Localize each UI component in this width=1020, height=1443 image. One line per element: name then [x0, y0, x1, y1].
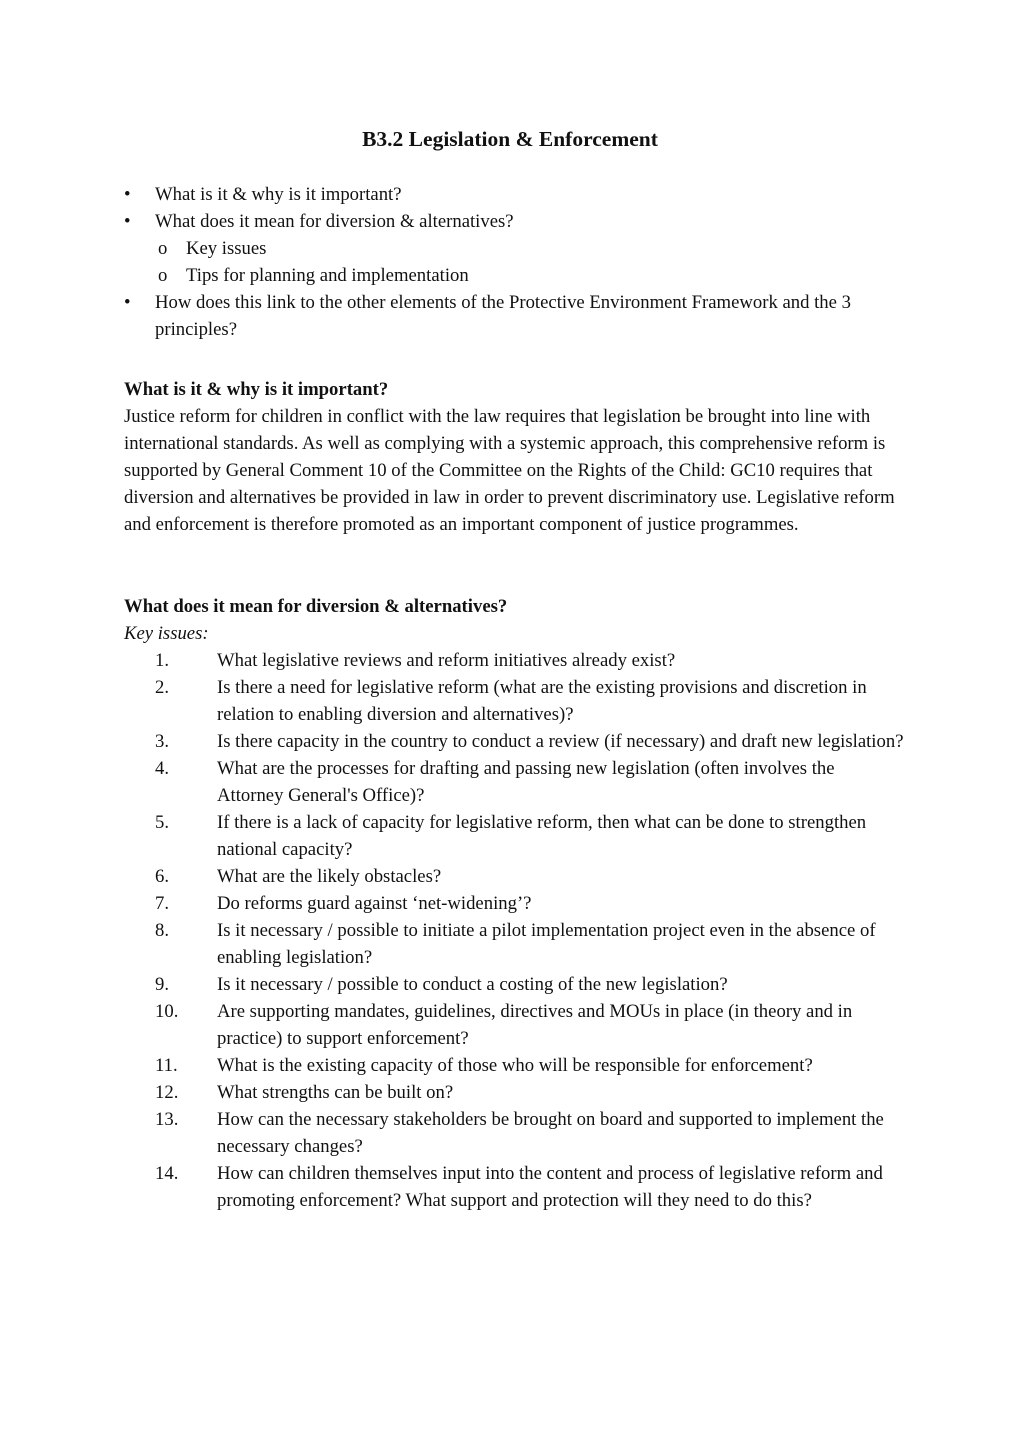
bullet-marker: •: [124, 184, 131, 205]
section-diversion: [124, 593, 904, 1214]
list-number: 6.: [155, 866, 170, 887]
list-item: [124, 728, 904, 755]
list-item: [124, 998, 904, 1052]
list-number: 2.: [155, 677, 170, 698]
list-number: 5.: [155, 812, 170, 833]
list-number: 3.: [155, 731, 170, 752]
outline-item-text: What does it mean for diversion & alternatives?: [155, 211, 514, 232]
outline-item: [124, 289, 904, 343]
page-title: B3.2 Legislation & Enforcement: [362, 127, 658, 151]
section-importance: [124, 376, 904, 538]
list-item-text: How can the necessary stakeholders be brought on board and supported to implement the necessary changes?: [217, 1109, 884, 1157]
outline-subitem: [124, 235, 904, 262]
list-item-text: If there is a lack of capacity for legislative reform, then what can be done to strengthen national capacity?: [217, 812, 867, 860]
list-item-text: What is the existing capacity of those who will be responsible for enforcement?: [217, 1055, 813, 1076]
section-paragraph: Justice reform for children in conflict with the law requires that legislation be brought into line with international standards. As well as complying with a systemic approach, this comprehensive reform is supported by General Comment 10 of the Committee on the Rights of the Child: GC10 requires that diversion and alternatives be provided in law in order to prevent discriminatory use. Legislative reform and enforcement is therefore promoted as an important component of justice programmes.: [124, 406, 895, 535]
bullet-marker: •: [124, 292, 131, 313]
list-item: [124, 647, 904, 674]
list-item: [124, 971, 904, 998]
list-number: 4.: [155, 758, 170, 779]
list-number: 7.: [155, 893, 170, 914]
outline-item-text: How does this link to the other elements of the Protective Environment Framework and the 3 principles?: [155, 292, 851, 340]
list-number: 8.: [155, 920, 170, 941]
list-item: [124, 755, 904, 809]
section-subheading: Key issues:: [124, 623, 209, 644]
list-item-text: What strengths can be built on?: [217, 1082, 454, 1103]
list-item: [124, 1106, 904, 1160]
key-issues-list: [124, 647, 904, 1214]
list-item: [124, 1079, 904, 1106]
list-item-text: Is there capacity in the country to conduct a review (if necessary) and draft new legislation?: [217, 731, 904, 752]
list-item-text: How can children themselves input into the content and process of legislative reform and promoting enforcement? What support and protection will they need to do this?: [217, 1163, 883, 1211]
outline-list: [124, 181, 904, 343]
bullet-marker: •: [124, 211, 131, 232]
list-number: 13.: [155, 1109, 179, 1130]
list-item: [124, 1160, 904, 1214]
list-number: 12.: [155, 1082, 179, 1103]
list-item-text: What are the likely obstacles?: [217, 866, 442, 887]
list-number: 11.: [155, 1055, 178, 1076]
outline-subitem: [124, 262, 904, 289]
list-item-text: Is it necessary / possible to conduct a costing of the new legislation?: [217, 974, 728, 995]
outline-item: [124, 208, 904, 235]
list-item: [124, 917, 904, 971]
section-heading: What does it mean for diversion & alternatives?: [124, 596, 508, 617]
list-number: 9.: [155, 974, 170, 995]
list-item-text: Are supporting mandates, guidelines, directives and MOUs in place (in theory and in practice) to support enforcement?: [217, 1001, 853, 1049]
list-item-text: Is there a need for legislative reform (what are the existing provisions and discretion in relation to enabling diversion and alternatives)?: [217, 677, 867, 725]
list-item: [124, 674, 904, 728]
list-item-text: Is it necessary / possible to initiate a pilot implementation project even in the absence of enabling legislation?: [217, 920, 876, 968]
list-number: 1.: [155, 650, 170, 671]
list-number: 14.: [155, 1163, 179, 1184]
sub-bullet-marker: o: [158, 238, 168, 259]
outline-subitem-text: Key issues: [186, 238, 267, 259]
outline-subitem-text: Tips for planning and implementation: [186, 265, 469, 286]
list-item: [124, 890, 904, 917]
outline-item-text: What is it & why is it important?: [155, 184, 402, 205]
section-heading: What is it & why is it important?: [124, 379, 389, 400]
list-item: [124, 1052, 904, 1079]
list-item: [124, 809, 904, 863]
list-item-text: What are the processes for drafting and passing new legislation (often involves the Attorney General's Office)?: [217, 758, 835, 806]
outline-item: [124, 181, 904, 208]
list-item-text: What legislative reviews and reform initiatives already exist?: [217, 650, 676, 671]
list-item: [124, 863, 904, 890]
list-number: 10.: [155, 1001, 179, 1022]
sub-bullet-marker: o: [158, 265, 168, 286]
list-item-text: Do reforms guard against ‘net-widening’?: [217, 893, 532, 914]
